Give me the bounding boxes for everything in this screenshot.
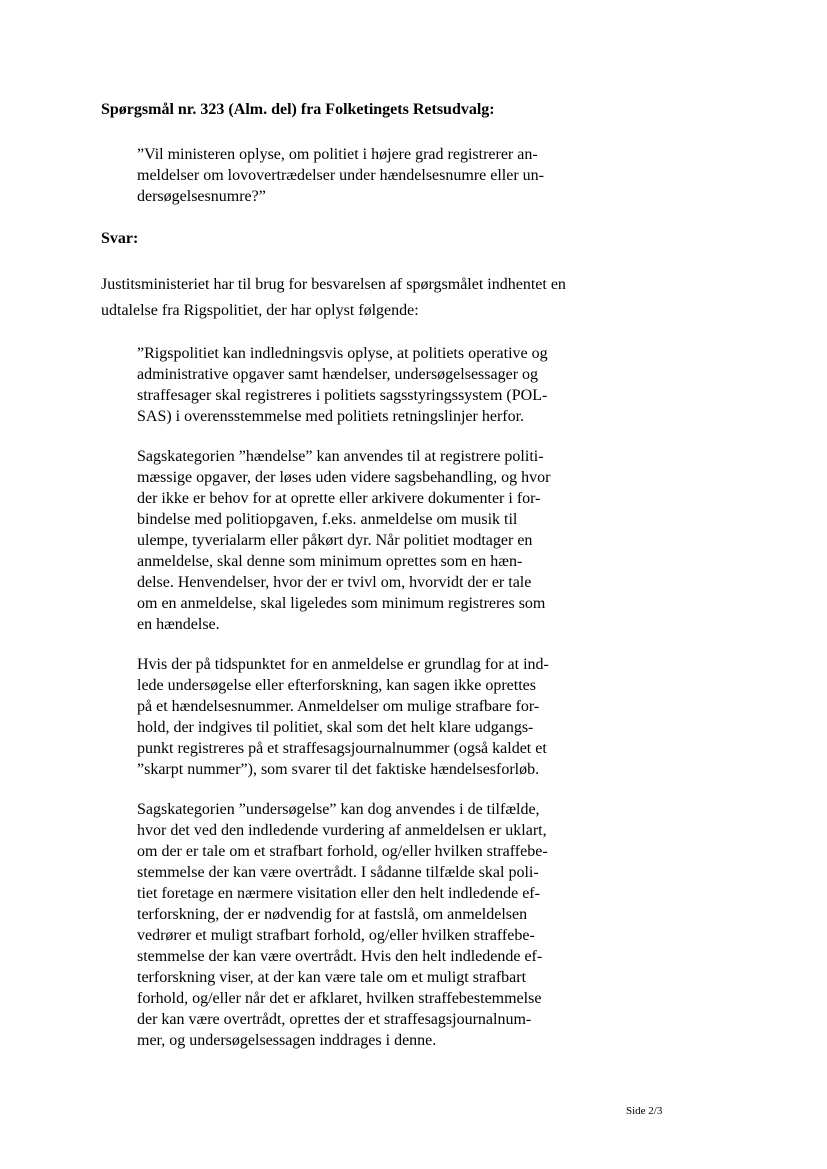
quote-paragraph: Sagskategorien ”hændelse” kan anvendes til at registrere politi- mæssige opgaver, der løses uden videre sagsbehandling, og hvor der ikke er behov for at oprette eller arkivere dokumenter i for- bindelse med politiopgaven, f.eks. anmeldelse om musik til ulempe, tyverialarm eller påkørt dyr. Når politiet modtager en anmeldelse, skal denne som minimum oprettes som en hæn- delse. Henvendelser, hvor der er tvivl om, hvorvidt der er tale om en anmeldelse, skal ligeledes som minimum registreres som en hændelse. [137, 448, 551, 633]
quoted-statement [137, 343, 577, 1070]
answer-intro: Justitsministeriet har til brug for besvarelsen af spørgsmålet indhentet en udtalelse fra Rigspolitiet, der har oplyst følgende: [101, 276, 566, 319]
quote-paragraph: Hvis der på tidspunktet for en anmeldelse er grundlag for at ind- lede undersøgelse eller efterforskning, kan sagen ikke oprettes på et hændelsesnummer. Anmeldelser om mulige strafbare for- hold, der indgives til politiet, skal som det helt klare udgangs- punkt registreres på et straffesagsjournalnummer (også kaldet et ”skarpt nummer”), som svarer til det faktiske hændelsesforløb. [137, 656, 549, 778]
answer-label: Svar: [101, 230, 139, 247]
quote-paragraph: ”Rigspolitiet kan indledningsvis oplyse, at politiets operative og administrative opgaver samt hændelser, undersøgelsessager og straffesager skal registreres i politiets sagsstyringssystem (POL- SAS) i overensstemmelse med politiets retningslinjer herfor. [137, 345, 548, 425]
question-text: ”Vil ministeren oplyse, om politiet i højere grad registrerer an- meldelser om lovovertrædelser under hændelsesnumre eller un- dersøgelsesnumre?” [137, 146, 544, 205]
quote-paragraph: Sagskategorien ”undersøgelse” kan dog anvendes i de tilfælde, hvor det ved den indledende vurdering af anmeldelsen er uklart, om der er tale om et strafbart forhold, og/eller hvilken straffebe- stemmelse der kan være overtrådt. I sådanne tilfælde skal poli- tiet foretage en nærmere visitation eller den helt indledende ef- terforskning, der er nødvendig for at fastslå, om anmeldelsen vedrører et muligt strafbart forhold, og/eller hvilken straffebe- stemmelse der kan være overtrådt. Hvis den helt indledende ef- terforskning viser, at der kan være tale om et muligt strafbart forhold, og/eller når det er afklaret, hvilken straffebestemmelse der kan være overtrådt, oprettes der et straffesagsjournalnum- mer, og undersøgelsessagen inddrages i denne. [137, 801, 548, 1049]
page-number: Side 2/3 [626, 1105, 663, 1117]
question-heading: Spørgsmål nr. 323 (Alm. del) fra Folketingets Retsudvalg: [101, 101, 495, 118]
